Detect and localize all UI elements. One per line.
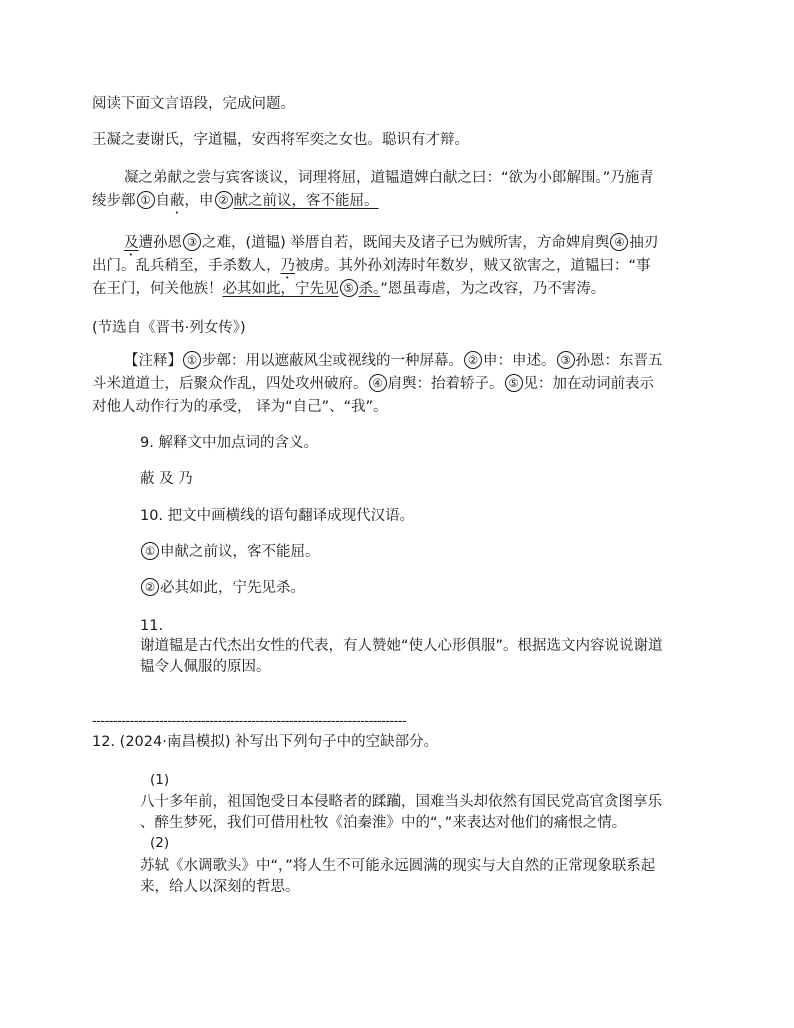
q12-item-1-line-2: 、醉生梦死，我们可借用杜牧《泊秦淮》中的“，”来表达对他们的痛恨之情。 <box>140 815 627 831</box>
note-marker-5: ⑤ <box>340 279 358 297</box>
p1-line-1: 凝之弟献之尝与宾客谈议，词理将屈，道韫遣婢白献之曰：“欲为小郎解围。”乃施青 <box>124 170 654 186</box>
note-marker-4: ④ <box>610 233 628 251</box>
source-citation: (节选自《晋书·列女传》) <box>92 320 246 336</box>
q12-item-1-line-1: 八十多年前，祖国饱受日本侵略者的蹂躏，国难当头却依然有国民党高官贪图享乐 <box>140 794 662 810</box>
question-11-line-2: 韫令人佩服的原因。 <box>140 659 271 675</box>
instruction: 阅读下面文言语段，完成问题。 <box>92 96 295 112</box>
note-num-2: ② <box>464 351 482 369</box>
separator-line: --------------------------------------------------------------------------- <box>92 714 407 729</box>
notes-line-1: 【注释】 ① 步鄣：用以遮蔽风尘或视线的一种屏幕。 ② 申：申述。 ③ 孙恩：东晋五 <box>124 353 663 369</box>
question-10-title: 10. 把文中画横线的语句翻译成现代汉语。 <box>140 508 415 524</box>
note-num-4: ④ <box>369 374 387 392</box>
q12-item-2-line-1: 苏轼《水调歌头》中“，”将人生不可能永远圆满的现实与大自然的正常现象联系起 <box>140 858 656 874</box>
dotted-word-bi: 蔽 <box>170 193 185 209</box>
question-10-sentence-1: ① 申献之前议，客不能屈。 <box>140 542 320 562</box>
note-num-5: ⑤ <box>505 374 523 392</box>
notes-line-2: 斗米道道士，后聚众作乱，四处攻州破府。 ④ 肩舆：抬着轿子。 ⑤ 见：加在动词前表示 <box>92 376 654 392</box>
question-11-line-1: 谢道韫是古代杰出女性的代表，有人赞她“使人心形俱服”。根据选文内容说说谢道 <box>140 638 663 654</box>
passage-intro: 王凝之妻谢氏，字道韫，安西将军奕之女也。聪识有才辩。 <box>92 132 469 148</box>
note-num-3: ③ <box>557 351 575 369</box>
q12-item-2-line-2: 来，给人以深刻的哲思。 <box>140 879 300 895</box>
notes-line-3: 对他人动作行为的承受， 译为“自己”、“我”。 <box>92 399 388 415</box>
question-12-title: 12. (2024·南昌模拟) 补写出下列句子中的空缺部分。 <box>92 734 439 750</box>
dotted-word-nai: 乃 <box>280 258 295 274</box>
underlined-sentence-2: 必其如此，宁先见 ⑤ 杀。 <box>222 281 381 297</box>
dotted-word-ji: 及 <box>124 235 139 251</box>
q10-num-2: ② <box>141 578 159 596</box>
note-marker-2: ② <box>215 191 233 209</box>
q12-item-2-number: (2) <box>150 835 170 851</box>
p2-line-3: 在王门，何关他族！必其如此，宁先见 ⑤ 杀。”恩虽毒虐，为之改容，乃不害涛。 <box>92 281 606 297</box>
p2-line-2: 出门。乱兵稍至，手杀数人，乃被虏。其外孙刘涛时年数岁，贼又欲害之，道韫曰：“事 <box>92 258 651 274</box>
p1-line-2: 绫步鄣 ① 自蔽，申 ② 献之前议，客不能屈。 <box>92 193 379 209</box>
q12-item-1-number: (1) <box>150 772 170 788</box>
underlined-sentence-1: 献之前议，客不能屈。 <box>233 193 379 209</box>
question-11-number: 11. <box>140 618 164 634</box>
question-9-words: 蔽 及 乃 <box>140 471 193 487</box>
note-marker-3: ③ <box>183 233 201 251</box>
q10-num-1: ① <box>141 542 159 560</box>
note-marker-1: ① <box>137 191 155 209</box>
note-num-1: ① <box>183 351 201 369</box>
p2-line-1: 及遭孙恩 ③ 之难，(道韫) 举厝自若，既闻夫及诸子已为贼所害，方命婢肩舆 ④ 抽刃 <box>124 235 659 251</box>
question-10-sentence-2: ② 必其如此，宁先见杀。 <box>140 578 305 598</box>
question-9-title: 9. 解释文中加点词的含义。 <box>140 435 318 451</box>
